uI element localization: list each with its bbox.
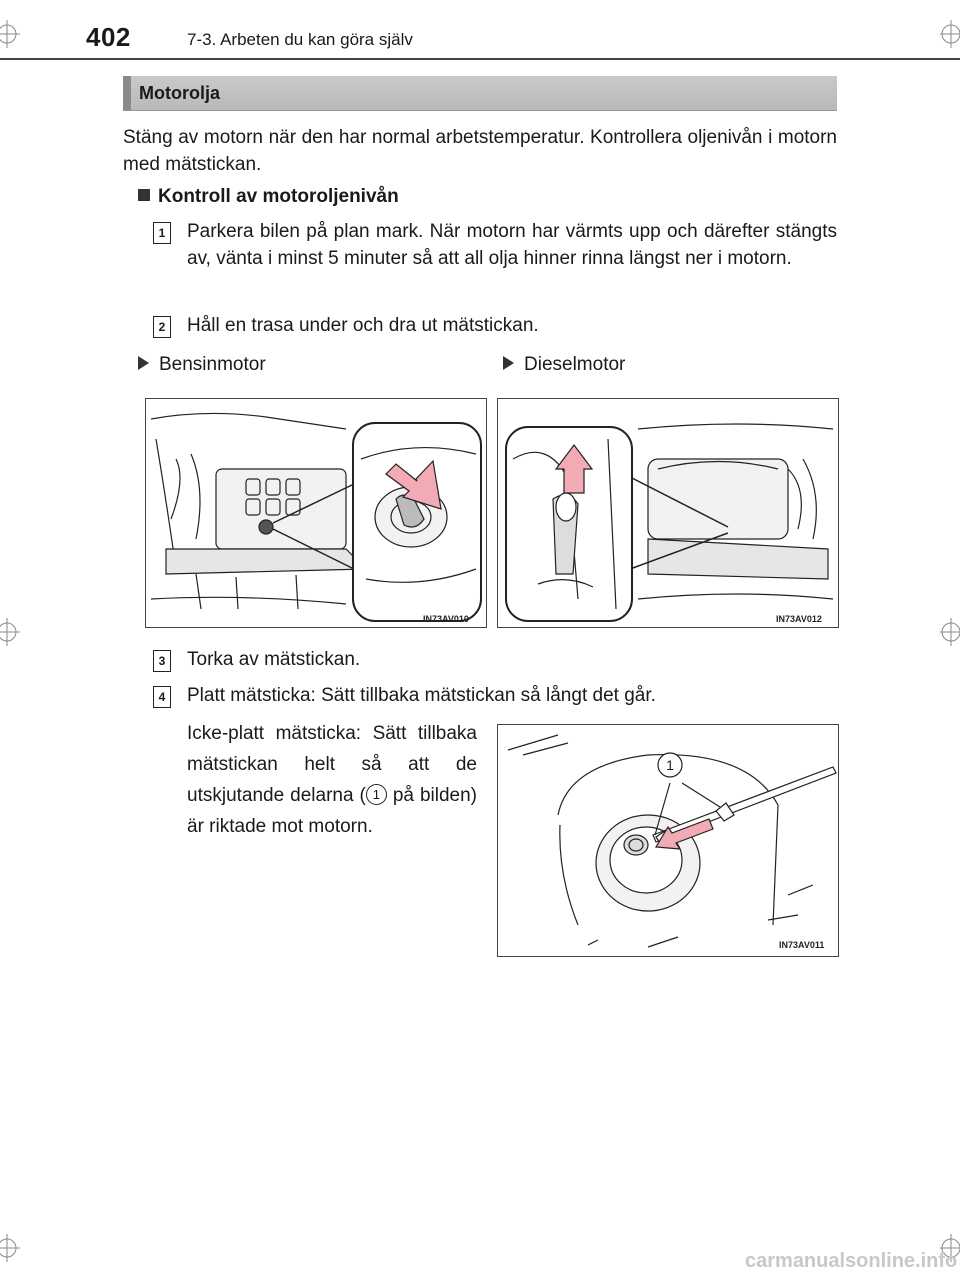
petrol-figure-code: IN73AV010 (423, 614, 469, 624)
header-rule (0, 58, 960, 60)
section-title: 7-3. Arbeten du kan göra själv (187, 30, 413, 49)
petrol-engine-figure (145, 398, 487, 628)
petrol-engine-illustration (146, 399, 486, 627)
dipstick-illustration (498, 725, 838, 956)
step-text-2: Håll en trasa under och dra ut mätstickan. (187, 315, 539, 336)
heading-title: Motorolja (139, 83, 220, 103)
subheading (138, 186, 399, 208)
intro-paragraph: Stäng av motorn när den har normal arbetstemperatur. Kontrollera oljenivån i motorn med mätstickan. (123, 127, 837, 175)
step-number-3: 3 (153, 650, 171, 672)
step-text-1: Parkera bilen på plan mark. När motorn har värmts upp och därefter stängts av, vänta i minst 5 minuter så att all olja hinner rinna längst ner i motorn. (187, 221, 837, 269)
square-bullet-icon (138, 189, 150, 201)
heading-bar (123, 76, 837, 111)
option-diesel (503, 354, 625, 376)
diesel-engine-figure (497, 398, 839, 628)
page-number: 402 (86, 22, 131, 52)
callout-reference: 1 (366, 784, 387, 805)
dipstick-figure (497, 724, 839, 957)
figure-callout-number: 1 (666, 757, 674, 773)
triangle-bullet-icon (503, 356, 514, 370)
step-number-4: 4 (153, 686, 171, 708)
diesel-engine-illustration (498, 399, 838, 627)
non-flat-dipstick-note (187, 718, 477, 842)
note-text-after: på bilden) är riktade mot motorn. (187, 785, 477, 837)
diesel-figure-code: IN73AV012 (776, 614, 822, 624)
step-text-4: Platt mätsticka: Sätt tillbaka mätstickan så långt det går. (187, 685, 656, 706)
footer-watermark: carmanualsonline.info (745, 1250, 958, 1272)
option-diesel-label: Dieselmotor (524, 354, 626, 375)
note-text-before: Icke-platt mätsticka: Sätt tillbaka mätstickan helt så att de utskjutande delarna ( (187, 723, 477, 806)
subheading-text: Kontroll av motoroljenivån (158, 186, 399, 207)
triangle-bullet-icon (138, 356, 149, 370)
step-number-2: 2 (153, 316, 171, 338)
step-number-1: 1 (153, 222, 171, 244)
step-text-3: Torka av mätstickan. (187, 649, 361, 670)
dipstick-figure-code: IN73AV011 (779, 940, 825, 950)
heading-accent (123, 76, 131, 110)
option-petrol-label: Bensinmotor (159, 354, 266, 375)
option-petrol (138, 354, 266, 376)
